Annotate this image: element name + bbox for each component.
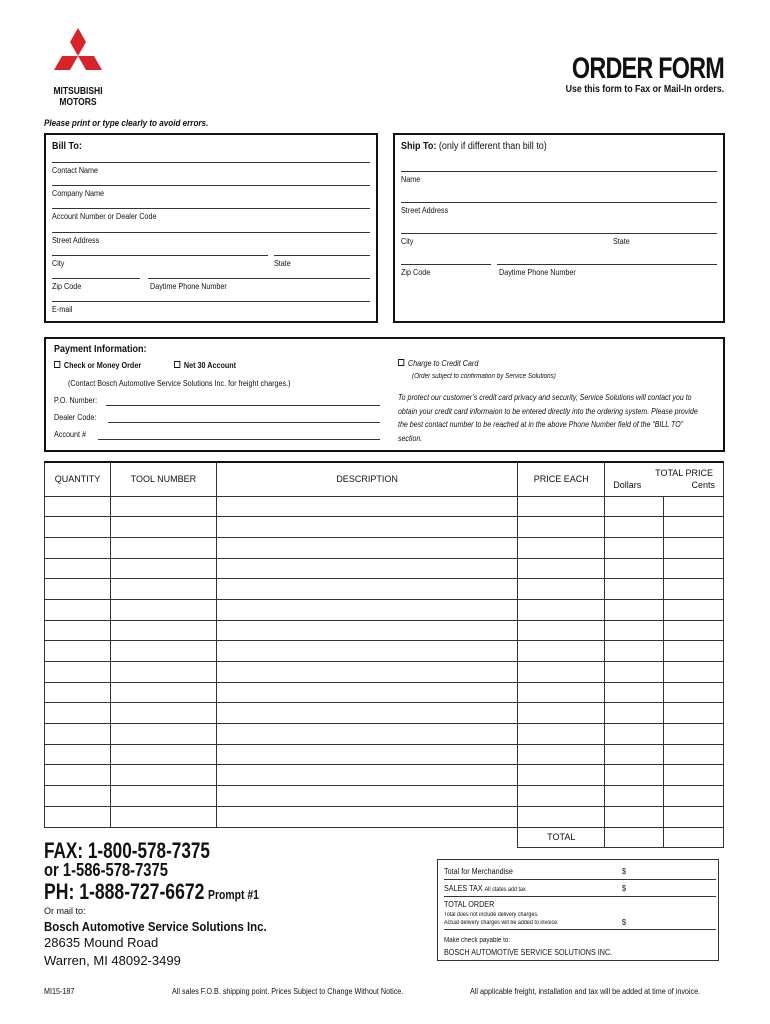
price-each-cell[interactable] — [518, 579, 605, 600]
ship-street-line[interactable] — [401, 202, 717, 203]
dollars-cell[interactable] — [605, 517, 664, 538]
dollars-cell[interactable] — [605, 620, 664, 641]
quantity-cell[interactable] — [45, 786, 111, 807]
tool-number-cell[interactable] — [110, 786, 216, 807]
quantity-cell[interactable] — [45, 641, 111, 662]
price-each-cell[interactable] — [518, 765, 605, 786]
order-row — [45, 579, 724, 600]
dollars-cell[interactable] — [605, 786, 664, 807]
tool-number-cell[interactable] — [110, 599, 216, 620]
tax-line[interactable] — [444, 896, 716, 897]
tool-number-cell[interactable] — [110, 558, 216, 579]
bill-contact-label: Contact Name — [52, 166, 99, 175]
bill-contact-line[interactable] — [52, 162, 370, 163]
credit-label: Charge to Credit Card — [407, 359, 479, 368]
ship-to-note: (only if different than bill to) — [438, 141, 547, 152]
quantity-cell[interactable] — [45, 662, 111, 683]
bill-account-label: Account Number or Dealer Code — [52, 212, 157, 221]
dollars-cell[interactable] — [605, 496, 664, 517]
cents-cell[interactable] — [664, 682, 724, 703]
bill-company-label: Company Name — [52, 189, 105, 198]
tool-number-cell[interactable] — [110, 517, 216, 538]
dollars-label: Dollars — [613, 480, 642, 490]
description-cell[interactable] — [216, 620, 518, 641]
price-each-cell[interactable] — [518, 599, 605, 620]
page-subtitle: Use this form to Fax or Mail-In orders. — [565, 84, 724, 95]
dollars-cell[interactable] — [605, 662, 664, 683]
order-table — [44, 461, 724, 848]
tool-number-cell[interactable] — [110, 496, 216, 517]
tax-currency: $ — [622, 884, 627, 893]
description-cell[interactable] — [216, 765, 518, 786]
bill-email-line[interactable] — [52, 301, 370, 302]
quantity-cell[interactable] — [45, 496, 111, 517]
order-row — [45, 765, 724, 786]
tax-note: All states add tax — [484, 887, 526, 893]
dollars-cell[interactable] — [605, 744, 664, 765]
dollars-cell[interactable] — [605, 641, 664, 662]
description-cell[interactable] — [216, 517, 518, 538]
fob-note: All sales F.O.B. shipping point. Prices Subject to Change Without Notice. — [172, 987, 404, 996]
ship-street-label: Street Address — [401, 206, 449, 215]
mail-street: 28635 Mound Road — [44, 935, 159, 950]
net30-checkbox[interactable] — [174, 361, 180, 368]
price-each-cell[interactable] — [518, 496, 605, 517]
table-header-row — [45, 462, 724, 496]
cents-cell[interactable] — [664, 765, 724, 786]
price-each-cell[interactable] — [518, 682, 605, 703]
dealer-label: Dealer Code: — [54, 413, 97, 422]
dollars-cell[interactable] — [605, 765, 664, 786]
order-row — [45, 806, 724, 827]
order-row — [45, 641, 724, 662]
brand-line1: MITSUBISHI — [53, 86, 103, 97]
order-row — [45, 537, 724, 558]
quantity-cell[interactable] — [45, 724, 111, 745]
price-each-cell[interactable] — [518, 558, 605, 579]
quantity-cell[interactable] — [45, 558, 111, 579]
dollars-cell[interactable] — [605, 537, 664, 558]
cents-cell[interactable] — [664, 806, 724, 827]
cents-cell[interactable] — [664, 786, 724, 807]
cents-cell[interactable] — [664, 558, 724, 579]
tool-number-cell[interactable] — [110, 620, 216, 641]
tool-number-cell[interactable] — [110, 806, 216, 827]
price-each-cell[interactable] — [518, 744, 605, 765]
tool-number-cell[interactable] — [110, 579, 216, 600]
bill-city-line[interactable] — [52, 255, 268, 256]
payment-heading: Payment Information: — [54, 344, 147, 355]
col-price-each: PRICE EACH — [518, 462, 605, 496]
ship-city-line[interactable] — [401, 233, 717, 234]
order-row — [45, 703, 724, 724]
order-row — [45, 558, 724, 579]
col-description: DESCRIPTION — [216, 462, 518, 496]
order-row — [45, 496, 724, 517]
order-line[interactable] — [444, 929, 716, 930]
cents-cell[interactable] — [664, 703, 724, 724]
ship-state-label: State — [613, 237, 630, 246]
price-each-cell[interactable] — [518, 703, 605, 724]
fax-number: FAX: 1-800-578-7375 — [44, 838, 210, 863]
quantity-cell[interactable] — [45, 682, 111, 703]
net30-option[interactable] — [174, 361, 236, 370]
page-title: ORDER FORM — [571, 52, 724, 85]
total-cents-cell[interactable] — [664, 827, 724, 848]
net30-label: Net 30 Account — [183, 361, 237, 370]
quantity-cell[interactable] — [45, 599, 111, 620]
price-each-cell[interactable] — [518, 517, 605, 538]
merch-label: Total for Merchandise — [444, 867, 513, 876]
form-code: MI15-187 — [44, 987, 75, 996]
description-cell[interactable] — [216, 786, 518, 807]
description-cell[interactable] — [216, 806, 518, 827]
dollars-cell[interactable] — [605, 558, 664, 579]
order-row — [45, 786, 724, 807]
fax-alt-number: or 1-586-578-7375 — [44, 860, 168, 880]
description-cell[interactable] — [216, 682, 518, 703]
check-checkbox[interactable] — [54, 361, 60, 368]
cents-cell[interactable] — [664, 517, 724, 538]
order-row — [45, 682, 724, 703]
payment-section — [44, 337, 725, 452]
total-label-cell — [518, 827, 605, 848]
tax-title: SALES TAX — [444, 884, 483, 893]
order-label: TOTAL ORDER — [444, 900, 495, 909]
cents-cell[interactable] — [664, 579, 724, 600]
description-cell[interactable] — [216, 599, 518, 620]
bill-zip-line[interactable] — [52, 278, 140, 279]
total-price-label: TOTAL PRICE — [655, 468, 713, 478]
order-row — [45, 662, 724, 683]
description-cell[interactable] — [216, 558, 518, 579]
totals-box — [437, 859, 719, 961]
ship-phone-label: Daytime Phone Number — [499, 268, 576, 277]
price-each-cell[interactable] — [518, 620, 605, 641]
total-label: TOTAL — [547, 832, 576, 843]
bill-state-line[interactable] — [274, 255, 370, 256]
bill-city-label: City — [52, 259, 65, 268]
price-each-cell[interactable] — [518, 786, 605, 807]
cents-cell[interactable] — [664, 662, 724, 683]
tool-number-cell[interactable] — [110, 537, 216, 558]
price-each-cell[interactable] — [518, 537, 605, 558]
freight-note: All applicable freight, installation and tax will be added at time of invoice. — [470, 987, 701, 996]
ship-to-heading — [401, 141, 547, 152]
quantity-cell[interactable] — [45, 579, 111, 600]
description-cell[interactable] — [216, 537, 518, 558]
dollars-cell[interactable] — [605, 579, 664, 600]
ship-name-label: Name — [401, 175, 421, 184]
tool-number-cell[interactable] — [110, 724, 216, 745]
order-row — [45, 724, 724, 745]
description-cell[interactable] — [216, 641, 518, 662]
bill-state-label: State — [274, 259, 291, 268]
payable-label: Make check payable to: — [444, 937, 511, 944]
bill-to-section — [44, 133, 378, 323]
mail-city: Warren, MI 48092-3499 — [44, 953, 181, 968]
col-total-price — [605, 462, 724, 496]
account-line[interactable] — [98, 439, 380, 440]
dollars-cell[interactable] — [605, 703, 664, 724]
payable-name: BOSCH AUTOMOTIVE SERVICE SOLUTIONS INC. — [444, 948, 613, 957]
total-dollars-cell[interactable] — [605, 827, 664, 848]
bill-email-label: E-mail — [52, 305, 73, 314]
description-cell[interactable] — [216, 724, 518, 745]
brand-line2: MOTORS — [59, 97, 97, 108]
bill-phone-line[interactable] — [148, 278, 370, 279]
po-line[interactable] — [106, 405, 380, 406]
ship-city-label: City — [401, 237, 414, 246]
tool-number-cell[interactable] — [110, 662, 216, 683]
order-row — [45, 599, 724, 620]
print-instruction: Please print or type clearly to avoid errors. — [44, 118, 209, 128]
ship-phone-line[interactable] — [497, 264, 717, 265]
ship-zip-line[interactable] — [401, 264, 491, 265]
po-label: P.O. Number: — [54, 396, 98, 405]
phone-prompt: Prompt #1 — [208, 887, 259, 902]
quantity-cell[interactable] — [45, 703, 111, 724]
ship-to-section — [393, 133, 725, 323]
description-cell[interactable] — [216, 496, 518, 517]
tax-label — [444, 884, 526, 893]
quantity-cell[interactable] — [45, 537, 111, 558]
tool-number-cell[interactable] — [110, 744, 216, 765]
mail-label: Or mail to: — [44, 906, 86, 916]
bill-company-line[interactable] — [52, 185, 370, 186]
description-cell[interactable] — [216, 662, 518, 683]
credit-note: (Order subject to confirmation by Service Solutions) — [412, 373, 556, 380]
order-currency: $ — [622, 918, 627, 927]
bill-street-line[interactable] — [52, 232, 370, 233]
price-each-cell[interactable] — [518, 806, 605, 827]
col-tool-number: TOOL NUMBER — [110, 462, 216, 496]
cents-label: Cents — [691, 480, 715, 490]
cents-cell[interactable] — [664, 641, 724, 662]
dollars-cell[interactable] — [605, 682, 664, 703]
mitsubishi-logo — [44, 28, 112, 86]
order-note-2: Actual delivery charges will be added to invoice. — [444, 920, 559, 926]
tool-number-cell[interactable] — [110, 703, 216, 724]
tool-number-cell[interactable] — [110, 641, 216, 662]
ship-zip-label: Zip Code — [401, 268, 431, 277]
cents-cell[interactable] — [664, 496, 724, 517]
dealer-line[interactable] — [108, 422, 380, 423]
merch-currency: $ — [622, 867, 627, 876]
description-cell[interactable] — [216, 703, 518, 724]
order-row — [45, 620, 724, 641]
quantity-cell[interactable] — [45, 620, 111, 641]
order-row — [45, 517, 724, 538]
tool-number-cell[interactable] — [110, 682, 216, 703]
freight-contact-note: (Contact Bosch Automotive Service Solutions Inc. for freight charges.) — [68, 379, 291, 388]
price-each-cell[interactable] — [518, 662, 605, 683]
price-each-cell[interactable] — [518, 724, 605, 745]
privacy-note: To protect our customer’s credit card privacy and security, Service Solutions will contact you to obtain your credit card informaion to be entered directly into the ordering system. Please provide the best contact number to be reached at in the above Phone Number field of the “BILL TO” section. — [398, 393, 698, 443]
credit-option[interactable] — [398, 359, 478, 368]
phone-block — [44, 879, 259, 905]
order-row — [45, 744, 724, 765]
quantity-cell[interactable] — [45, 765, 111, 786]
credit-checkbox[interactable] — [398, 359, 404, 366]
bill-account-line[interactable] — [52, 208, 370, 209]
cents-cell[interactable] — [664, 537, 724, 558]
phone-number: PH: 1-888-727-6672 — [44, 879, 205, 904]
col-quantity: QUANTITY — [45, 462, 111, 496]
cents-cell[interactable] — [664, 599, 724, 620]
brand-name — [44, 86, 112, 108]
check-option[interactable] — [54, 361, 141, 370]
cents-cell[interactable] — [664, 620, 724, 641]
quantity-cell[interactable] — [45, 517, 111, 538]
dollars-cell[interactable] — [605, 599, 664, 620]
bill-to-heading: Bill To: — [52, 141, 82, 152]
merch-line[interactable] — [444, 879, 716, 880]
ship-name-line[interactable] — [401, 171, 717, 172]
check-label: Check or Money Order — [63, 361, 142, 370]
cents-cell[interactable] — [664, 744, 724, 765]
bill-phone-label: Daytime Phone Number — [150, 282, 227, 291]
cents-cell[interactable] — [664, 724, 724, 745]
dollars-cell[interactable] — [605, 724, 664, 745]
ship-to-title: Ship To: — [401, 141, 437, 152]
order-note-1: Total does not include delivery charges. — [444, 912, 539, 918]
quantity-cell[interactable] — [45, 744, 111, 765]
dollars-cell[interactable] — [605, 806, 664, 827]
bill-zip-label: Zip Code — [52, 282, 82, 291]
description-cell[interactable] — [216, 744, 518, 765]
bill-street-label: Street Address — [52, 236, 100, 245]
mail-company: Bosch Automotive Service Solutions Inc. — [44, 919, 267, 934]
price-each-cell[interactable] — [518, 641, 605, 662]
quantity-cell[interactable] — [45, 806, 111, 827]
description-cell[interactable] — [216, 579, 518, 600]
account-label: Account # — [54, 430, 87, 439]
tool-number-cell[interactable] — [110, 765, 216, 786]
